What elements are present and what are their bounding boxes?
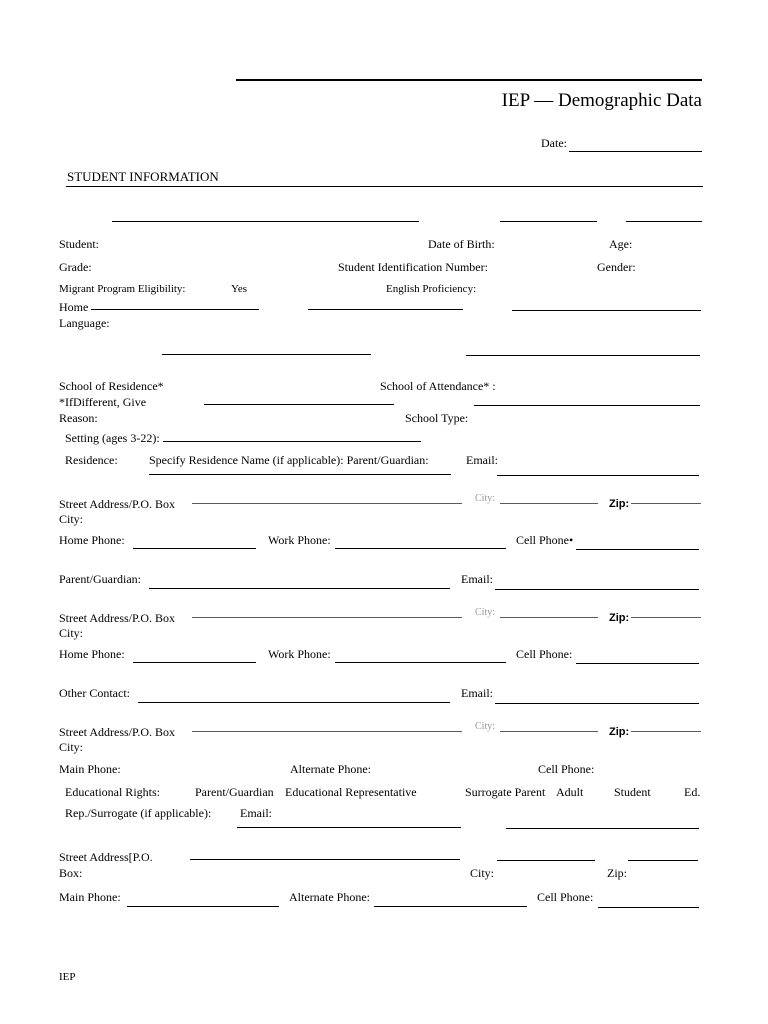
- contact4-alt-phone-field[interactable]: [374, 906, 527, 907]
- contact1-street-label: Street Address/P.O. Box: [59, 497, 176, 511]
- attendance-school-field[interactable]: [466, 355, 700, 356]
- reason-label: Reason:: [59, 411, 98, 425]
- age-field[interactable]: [626, 221, 702, 222]
- residence-label: Residence:: [65, 453, 118, 467]
- contact3-city-label: City:: [59, 740, 84, 754]
- contact2-home-phone-field[interactable]: [133, 662, 256, 663]
- student-name-field[interactable]: [112, 221, 419, 222]
- section-rule: [66, 186, 703, 187]
- school-type-label: School Type:: [405, 411, 469, 425]
- contact1-cell-phone-label: Cell Phone•: [516, 533, 574, 547]
- guardian2-email-label: Email:: [461, 572, 493, 586]
- footer-label: IEP: [59, 971, 76, 983]
- rep-email-field[interactable]: [506, 828, 699, 829]
- migrant-yes-option[interactable]: Yes: [231, 283, 248, 295]
- title-rule: [236, 79, 702, 81]
- language-label: Language:: [59, 316, 110, 330]
- guardian2-name-field[interactable]: [149, 588, 450, 589]
- contact3-street-field[interactable]: [192, 731, 462, 732]
- gender-label: Gender:: [597, 260, 636, 274]
- contact3-city-ghost-label: City:: [475, 721, 496, 732]
- setting-label: Setting (ages 3-22):: [65, 431, 160, 445]
- migrant-field[interactable]: [308, 309, 463, 310]
- contact1-home-phone-label: Home Phone:: [59, 533, 125, 547]
- contact3-cell-phone-label: Cell Phone:: [538, 762, 595, 776]
- contact1-street-field[interactable]: [192, 503, 462, 504]
- date-label: Date:: [541, 136, 567, 150]
- contact4-zip-label: Zip:: [607, 866, 627, 880]
- contact2-zip-field[interactable]: [631, 617, 701, 618]
- contact3-city-field[interactable]: [500, 731, 598, 732]
- rights-option-rep[interactable]: Educational Representative: [285, 785, 417, 799]
- contact2-street-field[interactable]: [192, 617, 462, 618]
- contact2-city-label: City:: [59, 626, 84, 640]
- contact3-zip-label: Zip:: [609, 726, 630, 738]
- contact4-zip-field[interactable]: [628, 860, 698, 861]
- contact1-work-phone-label: Work Phone:: [268, 533, 331, 547]
- contact1-zip-label: Zip:: [609, 498, 630, 510]
- contact2-home-phone-label: Home Phone:: [59, 647, 125, 661]
- contact3-zip-field[interactable]: [631, 731, 701, 732]
- contact1-zip-field[interactable]: [631, 503, 701, 504]
- school-residence-label: School of Residence*: [59, 379, 164, 393]
- residence-school-field[interactable]: [162, 354, 371, 355]
- dob-field[interactable]: [500, 221, 597, 222]
- student-label: Student:: [59, 237, 100, 251]
- rep-email-label: Email:: [240, 806, 272, 820]
- contact4-box-label: Box:: [59, 866, 83, 880]
- rights-option-student[interactable]: Student: [614, 785, 651, 799]
- contact2-work-phone-label: Work Phone:: [268, 647, 331, 661]
- reason-field[interactable]: [204, 404, 394, 405]
- rep-name-field[interactable]: [237, 827, 461, 828]
- contact4-street-label: Street Address[P.O.: [59, 850, 153, 864]
- guardian1-name-field[interactable]: [149, 474, 451, 475]
- rights-option-parent[interactable]: Parent/Guardian: [195, 785, 274, 799]
- setting-field[interactable]: [163, 441, 421, 442]
- contact4-main-phone-label: Main Phone:: [59, 890, 121, 904]
- home-language-field[interactable]: [91, 309, 259, 310]
- contact1-home-phone-field[interactable]: [133, 548, 256, 549]
- student-id-label: Student Identification Number:: [338, 260, 488, 274]
- contact4-street-field[interactable]: [190, 859, 460, 860]
- guardian2-email-field[interactable]: [495, 589, 699, 590]
- other-contact-email-field[interactable]: [495, 703, 699, 704]
- age-label: Age:: [609, 237, 633, 251]
- english-proficiency-label: English Proficiency:: [386, 283, 477, 295]
- rights-option-surrogate[interactable]: Surrogate Parent: [465, 785, 546, 799]
- contact4-city-field[interactable]: [497, 860, 595, 861]
- rights-option-adult[interactable]: Adult: [556, 785, 584, 799]
- english-proficiency-field[interactable]: [512, 310, 701, 311]
- contact2-city-field[interactable]: [500, 617, 598, 618]
- guardian1-email-field[interactable]: [497, 475, 699, 476]
- contact2-street-label: Street Address/P.O. Box: [59, 611, 176, 625]
- if-different-label: *IfDifferent, Give: [59, 395, 147, 409]
- section-title: STUDENT INFORMATION: [67, 169, 219, 184]
- contact4-alt-phone-label: Alternate Phone:: [289, 890, 370, 904]
- contact2-zip-label: Zip:: [609, 612, 630, 624]
- contact4-cell-phone-field[interactable]: [598, 907, 699, 908]
- contact2-cell-phone-label: Cell Phone:: [516, 647, 573, 661]
- document-title: IEP — Demographic Data: [501, 90, 702, 111]
- contact2-city-ghost-label: City:: [475, 607, 496, 618]
- contact3-street-label: Street Address/P.O. Box: [59, 725, 176, 739]
- contact4-cell-phone-label: Cell Phone:: [537, 890, 594, 904]
- dob-label: Date of Birth:: [428, 237, 495, 251]
- educational-rights-label: Educational Rights:: [65, 785, 160, 799]
- home-label: Home: [59, 300, 89, 314]
- school-attendance-label: School of Attendance* :: [380, 379, 496, 393]
- contact1-city-ghost-label: City:: [475, 493, 496, 504]
- rights-option-ed[interactable]: Ed.: [684, 785, 701, 799]
- migrant-eligibility-label: Migrant Program Eligibility:: [59, 283, 186, 295]
- contact1-city-label: City:: [59, 512, 84, 526]
- guardian2-label: Parent/Guardian:: [59, 572, 141, 586]
- contact1-cell-phone-field[interactable]: [576, 549, 699, 550]
- contact2-work-phone-field[interactable]: [335, 662, 506, 663]
- contact3-alt-phone-label: Alternate Phone:: [290, 762, 371, 776]
- contact4-city-label: City:: [470, 866, 495, 880]
- guardian1-email-label: Email:: [466, 453, 498, 467]
- date-field[interactable]: [569, 137, 702, 152]
- school-type-field[interactable]: [474, 405, 700, 406]
- other-contact-email-label: Email:: [461, 686, 493, 700]
- rep-surrogate-label: Rep./Surrogate (if applicable):: [65, 806, 212, 820]
- contact2-cell-phone-field[interactable]: [576, 663, 699, 664]
- other-contact-label: Other Contact:: [59, 686, 130, 700]
- contact4-main-phone-field[interactable]: [127, 906, 279, 907]
- contact1-work-phone-field[interactable]: [335, 548, 506, 549]
- contact3-main-phone-label: Main Phone:: [59, 762, 121, 776]
- specify-residence-label: Specify Residence Name (if applicable): Parent/Guardian:: [149, 453, 429, 467]
- other-contact-name-field[interactable]: [138, 702, 450, 703]
- grade-label: Grade:: [59, 260, 92, 274]
- contact1-city-field[interactable]: [500, 503, 598, 504]
